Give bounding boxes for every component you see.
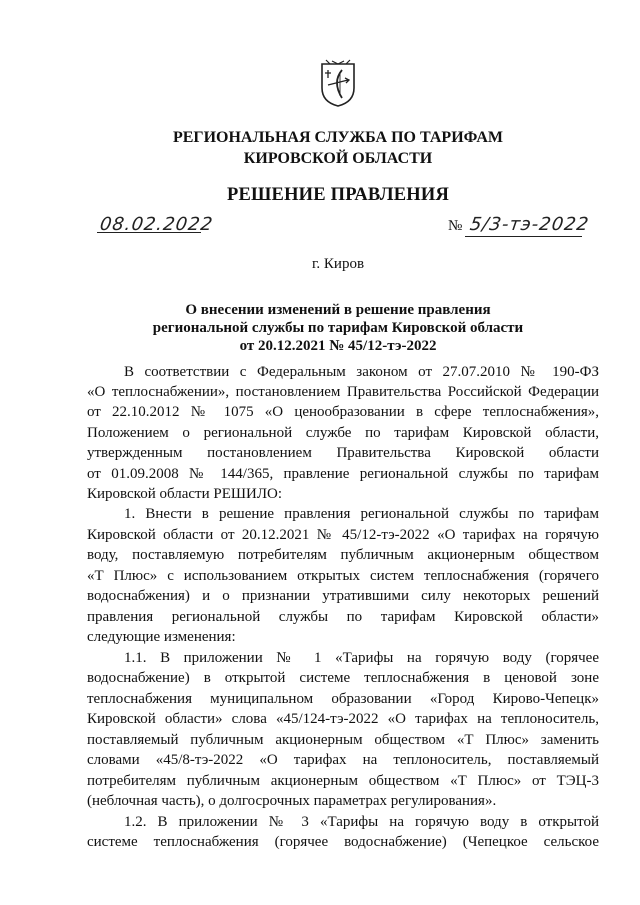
number-underline [465, 236, 582, 237]
city-label: г. Киров [311, 256, 365, 272]
body-line: словами «45/8-тэ-2022 «О тарифах на теплоноситель, поставляемый [87, 752, 599, 768]
handwritten-number: 5/3-тэ-2022 [468, 214, 591, 235]
body-line: Кировской области» слова «45/124-тэ-2022 «О тарифах на теплоноситель, [87, 711, 599, 727]
date-underline [97, 232, 201, 233]
body-line: «Т Плюс» с использованием открытых систем теплоснабжения (горячего [87, 568, 599, 584]
subject-line-3: от 20.12.2021 № 45/12-тэ-2022 [239, 338, 437, 354]
body-line: правления региональной службы по тарифам Кировской области» [87, 609, 599, 625]
org-name-line2: КИРОВСКОЙ ОБЛАСТИ [243, 150, 433, 167]
body-line: поставляемый публичным акционерным обществом «Т Плюс» заменить [87, 732, 599, 748]
subject-line-2: региональной службы по тарифам Кировской области [152, 320, 524, 336]
body-line: от 01.09.2008 № 144/365, правление региональной службы по тарифам [87, 466, 599, 482]
body-line: водоснабжение) в открытой системе теплоснабжения в ценовой зоне [87, 670, 599, 686]
body-line: 1. Внести в решение правления региональной службы по тарифам [124, 506, 599, 522]
body-line: теплоснабжения муниципальном образовании «Город Кирово-Чепецк» [87, 691, 599, 707]
handwritten-date: 08.02.2022 [98, 214, 215, 235]
body-line: 1.1. В приложении № 1 «Тарифы на горячую воду (горячее [124, 650, 599, 666]
body-line: системе теплоснабжения (горячее водоснабжение) (Чепецкое сельское [87, 834, 599, 850]
body-line: Положением о региональной службе по тарифам Кировской области, [87, 425, 599, 441]
subject-line-1: О внесении изменений в решение правления [185, 302, 491, 318]
body-line: от 22.10.2012 № 1075 «О ценообразовании в сфере теплоснабжения», [87, 404, 599, 420]
number-sign: № [448, 218, 463, 234]
body-line: водоснабжения) и о признании утратившими силу некоторых решений [87, 588, 599, 604]
coat-of-arms-icon [318, 58, 358, 108]
body-line: «О теплоснабжении», постановлением Правительства Российской Федерации [87, 384, 599, 400]
body-line: воду, поставляемую потребителям публичным акционерным обществом [87, 547, 599, 563]
org-name-line1: РЕГИОНАЛЬНАЯ СЛУЖБА ПО ТАРИФАМ [172, 129, 504, 146]
document-type-heading: РЕШЕНИЕ ПРАВЛЕНИЯ [226, 185, 450, 205]
body-line: Кировской области РЕШИЛО: [87, 486, 283, 502]
body-line: утвержденным постановлением Правительства Кировской области [87, 445, 599, 461]
body-line: следующие изменения: [87, 629, 236, 645]
body-line: Кировской области от 20.12.2021 № 45/12-тэ-2022 «О тарифах на горячую [87, 527, 599, 543]
body-line: В соответствии с Федеральным законом от 27.07.2010 № 190-ФЗ [124, 364, 599, 380]
body-line: (неблочная часть), о долгосрочных параметрах регулирования». [87, 793, 497, 809]
body-line: 1.2. В приложении № 3 «Тарифы на горячую воду в открытой [124, 814, 599, 830]
body-line: потребителям публичным акционерным обществом «Т Плюс» от ТЭЦ-3 [87, 773, 599, 789]
